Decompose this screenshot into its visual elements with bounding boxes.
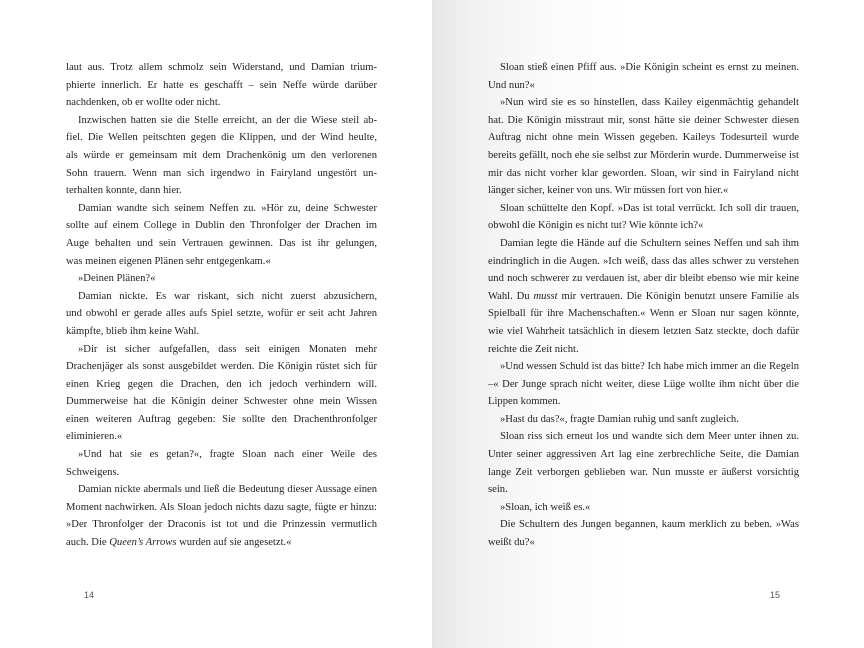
text-line: sollte auf einem College in Dublin den Thronfolger der Drachen im	[66, 220, 377, 232]
right-page-text	[488, 59, 799, 552]
text-line: Damian wandte sich seinem Neffen zu. »Hör zu, deine Schwester	[78, 202, 377, 214]
paragraph: Sloan riss sich erneut los und wandte sich dem Meer unter ihnen zu. Unter seiner aggressiven Art lag eine zerbrechliche Seite, die Damian lange Zeit verborgen geblieben war. Nun musste er äußerst vorsichtig sein.	[488, 431, 799, 496]
paragraph	[66, 270, 377, 288]
paragraph	[488, 235, 799, 358]
paragraph: »Dir ist sicher aufgefallen, dass seit einigen Monaten mehr Drachenjäger als sonst ausgebildet werden. Die Königin rüstet sich für einen Krieg gegen die Drachen, den ich jedoch verhindern will. Dummerweise hat die Königin deiner Schwester ohne mein Wissen einen weiteren Auftrag gegeben: Sie sollte den Drachenthronfolger eliminieren.«	[66, 343, 377, 443]
paragraph	[66, 481, 377, 551]
text-line: und obwohl er gerade alles aufs Spiel setzte, wofür er seit acht Jahren	[66, 308, 377, 320]
text-run: wurden auf sie angesetzt.«	[176, 537, 292, 549]
text-run: mir vertrauen. Die Königin benutzt unsere Familie als Spielball für ihre Machenschaften.« Wenn er Sloan nur sagen könnte, wie viel Wahrheit tatsächlich in diesem letzten Satz steckte, doch dafür reichte die Zeit nicht.	[488, 290, 799, 355]
text-line: kämpfte, blieb ihm keine Wahl.	[66, 325, 200, 337]
text-line: Inzwischen hatten sie die Stelle erreicht, an der die Wiese steil ab-	[78, 114, 377, 126]
text-line: was meinen eigenen Plänen sehr entgegenkam.«	[66, 255, 271, 267]
paragraph: »Und wessen Schuld ist das bitte? Ich habe mich immer an die Regeln –« Der Junge sprach nicht weiter, diese Lüge wollte ihm nicht über die Lippen kommen.	[488, 361, 799, 408]
paragraph	[66, 59, 377, 112]
text-line: Sohn trauern. Wenn man sich irgendwo in Fairyland ungestört un-	[66, 167, 377, 179]
text-line: nachdenken, ob er wollte oder nicht.	[66, 97, 221, 109]
page-number-left: 14	[84, 590, 95, 600]
paragraph: »Nun wird sie es so hinstellen, dass Kailey eigenmächtig gehandelt hat. Die Königin misstraut mir, sonst hätte sie deiner Schwester diesen Auftrag nicht ohne mein Wissen gegeben. Kaileys Todesurteil wurde bereits gefällt, noch ehe sie selbst zur Mörderin wurde. Dummerweise ist mir das nicht vorher klar geworden. Sloan, wir sind in Fairyland nicht länger sicher, keiner von uns. Wir müssen fort von hier.«	[488, 97, 799, 197]
paragraph	[66, 112, 377, 200]
paragraph: »Hast du das?«, fragte Damian ruhig und sanft zugleich.	[500, 413, 739, 425]
text-line: als würde er gemeinsam mit dem Drachenkönig um den verlorenen	[66, 149, 377, 161]
left-page-text	[66, 59, 377, 552]
text-line: Damian nickte. Es war riskant, sich nicht zuerst abzusichern,	[78, 290, 377, 302]
text-line: terhalten konnte, dann hier.	[66, 185, 182, 197]
paragraph: Sloan stieß einen Pfiff aus. »Die Königin scheint es ernst zu meinen. Und nun?«	[488, 62, 799, 91]
text-line: laut aus. Trotz allem schmolz sein Widerstand, und Damian trium-	[66, 62, 377, 73]
italic-title: Queen’s Arrows	[109, 537, 177, 549]
paragraph: »Und hat sie es getan?«, fragte Sloan nach einer Weile des Schweigens.	[66, 449, 377, 478]
paragraph: Sloan schüttelte den Kopf. »Das ist total verrückt. Ich soll dir trauen, obwohl die Königin es nicht tut? Wie könnte ich?«	[488, 202, 799, 232]
paragraph: Die Schultern des Jungen begannen, kaum merklich zu beben. »Was weißt du?«	[488, 519, 799, 549]
text-line: fiel. Die Wellen peitschten gegen die Klippen, und der Wind heulte,	[66, 132, 377, 144]
text-run: Damian nickte abermals und ließ die Bedeutung dieser Aussage einen Moment nachwirken. Als Sloan jedoch nichts dazu sagte, fügte er hinzu: »Der Thronfolger der Draconis ist tot und die Prinzessin vermutlich auch. Die	[66, 484, 377, 549]
paragraph	[66, 288, 377, 341]
page-number-right: 15	[770, 590, 781, 600]
right-page	[432, 0, 864, 648]
text-run: Damian legte die Hände auf die Schultern seines Neffen und sah ihm eindringlich in die Augen. »Ich weiß, dass das alles schwer zu verstehen und noch schwerer zu verdauen ist, aber dir bleibt ebenso wie mir keine Wahl. Du	[488, 237, 799, 302]
text-line: Auge behalten und sein Vertrauen gewinnen. Das ist ihr gelungen,	[66, 237, 377, 249]
paragraph	[66, 200, 377, 270]
text-line: »Deinen Plänen?«	[78, 273, 156, 285]
paragraph: »Sloan, ich weiß es.«	[500, 501, 591, 513]
italic-word: musst	[533, 290, 558, 302]
text-line: phierte innerlich. Er hatte es geschafft – sein Neffe würde darüber	[66, 79, 377, 91]
